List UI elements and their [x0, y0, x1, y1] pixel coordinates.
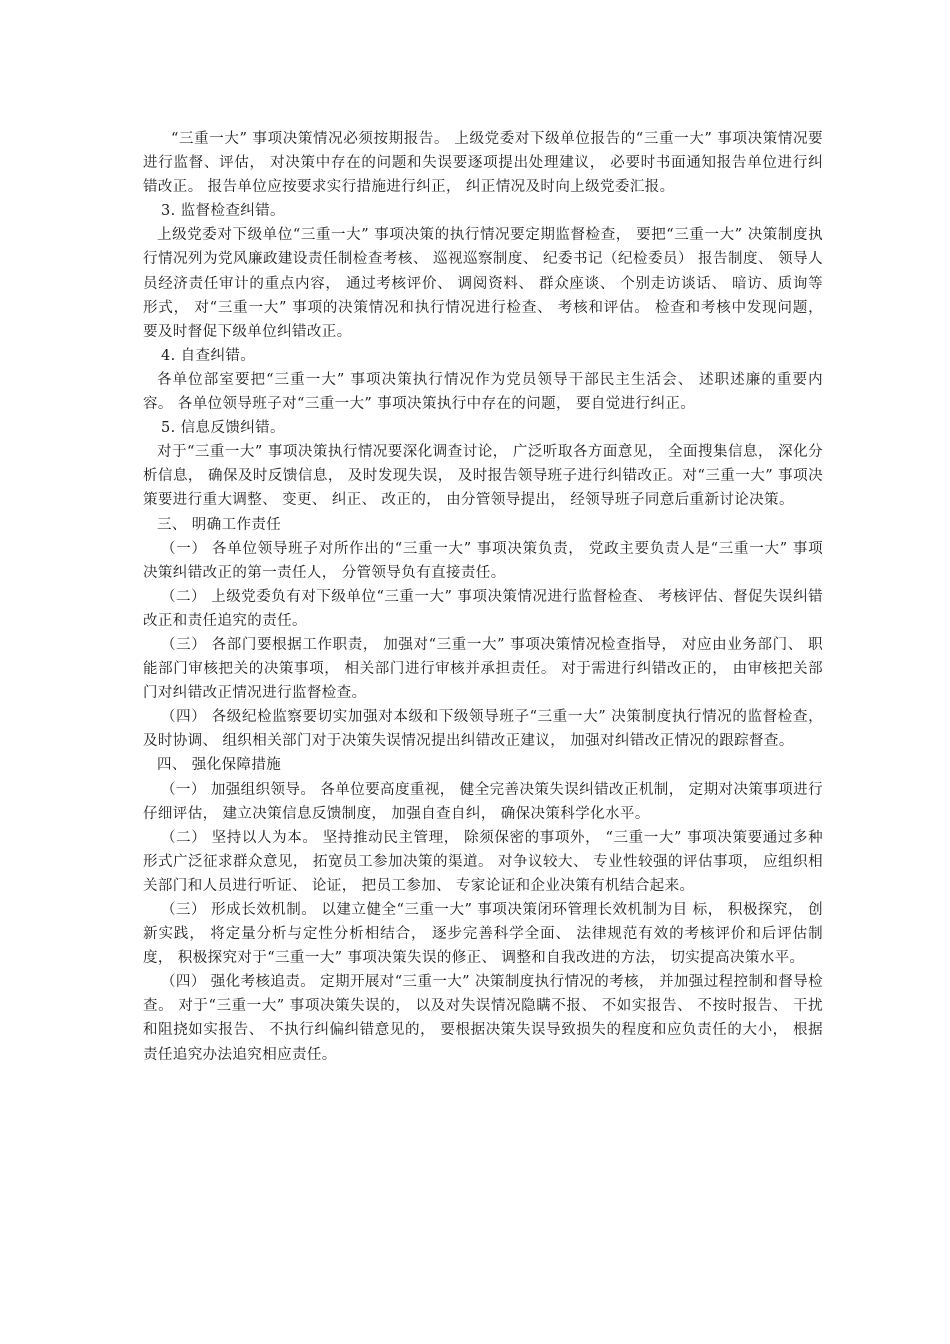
paragraph-responsibility-3: （三） 各部门要根据工作职责， 加强对“三重一大” 事项决策情况检查指导， 对应由业务部门、 职能部门审核把关的决策事项， 相关部门进行审核并承担责任。 对于需进行纠错改正的， 由审核把关部门对纠错改正情况进行监督检查。 [143, 636, 823, 702]
section-heading-responsibility: 三、 明确工作责任 [157, 516, 282, 533]
paragraph-safeguards-2: （二） 坚持以人为本。 坚持推动民主管理， 除须保密的事项外， “三重一大” 事项决策要通过多种形式广泛征求群众意见， 拓宽员工参加决策的渠道。 对争议较大、 专业性较强的评估事项， 应组织相关部门和人员进行听证、 论证， 把员工参加、 专家论证和企业决策有机结合起来。 [143, 829, 823, 894]
paragraph-self-check: 各单位部室要把“三重一大” 事项决策执行情况作为党员领导干部民主生活会、 述职述廉的重要内容。 各单位领导班子对“三重一大” 事项决策执行中存在的问题， 要自觉进行纠正。 [143, 371, 823, 413]
paragraph-responsibility-4: （四） 各级纪检监察要切实加强对本级和下级领导班子“三重一大” 决策制度执行情况的监督检查， 及时协调、 组织相关部门对于决策失误情况提出纠错改正建议， 加强对纠错改正情况的跟踪督查。 [143, 709, 823, 750]
paragraph-responsibility-1: （一） 各单位领导班子对所作出的“三重一大” 事项决策负责， 党政主要负责人是“三重一大” 事项决策纠错改正的第一责任人， 分管领导负有直接责任。 [143, 540, 823, 581]
paragraph-safeguards-4: （四） 强化考核追责。 定期开展对“三重一大” 决策制度执行情况的考核， 并加强过程控制和督导检查。 对于“三重一大” 事项决策失误的， 以及对失误情况隐瞒不报、 不如实报告、 不按时报告、 干扰和阻挠如实报告、 不执行纠偏纠错意见的， 要根据决策失误导致损失的程度和应负责任的大小， 根据责任追究办法追究相应责任。 [143, 974, 823, 1063]
heading-supervision-correction: 3. 监督检查纠错。 [161, 203, 285, 220]
section-heading-safeguards: 四、 强化保障措施 [157, 757, 282, 774]
paragraph-feedback-correction: 对于“三重一大” 事项决策执行情况要深化调查讨论， 广泛听取各方面意见， 全面搜集信息， 深化分析信息， 确保及时反馈信息， 及时发现失误， 及时报告领导班子进行纠错改正。对“三重一大” 事项决策要进行重大调整、 变更、 纠正、 改正的， 由分管领导提出， 经领导班子同意后重新讨论决策。 [143, 444, 823, 509]
paragraph-responsibility-2: （二） 上级党委负有对下级单位“三重一大” 事项决策情况进行监督检查、 考核评估、督促失误纠错改正和责任追究的责任。 [143, 588, 823, 629]
heading-self-check: 4. 自查纠错。 [161, 347, 256, 364]
heading-feedback-correction: 5. 信息反馈纠错。 [161, 420, 285, 437]
paragraph-safeguards-3: （三） 形成长效机制。 以建立健全“三重一大” 事项决策闭环管理长效机制为目 标， 积极探究， 创新实践， 将定量分析与定性分析相结合， 逐步完善科学全面、 法律规范有效的考核评价和后评估制度， 积极探究对于“三重一大” 事项决策失误的修正、 调整和自我改进的方法， 切实提高决策水平。 [143, 902, 823, 967]
paragraph-safeguards-1: （一） 加强组织领导。 各单位要高度重视， 健全完善决策失误纠错改正机制， 定期对决策事项进行仔细评估， 建立决策信息反馈制度， 加强自查自纠， 确保决策科学化水平。 [143, 781, 823, 822]
paragraph-report-requirement: “三重一大” 事项决策情况必须按期报告。 上级党委对下级单位报告的“三重一大” 事项决策情况要进行监督、评估， 对决策中存在的问题和失误要逐项提出处理建议， 必要时书面通知报告单位进行纠错改正。 报告单位应按要求实行措施进行纠正， 纠正情况及时向上级党委汇报。 [143, 131, 823, 196]
paragraph-supervision-correction: 上级党委对下级单位“三重一大” 事项决策的执行情况要定期监督检查， 要把“三重一大” 决策制度执行情况列为党风廉政建设责任制检查考核、 巡视巡察制度、 纪委书记（纪检委员） 报告制度、 领导人员经济责任审计的重点内容， 通过考核评价、 调阅资料、 群众座谈、 个别走访谈话、 暗访、质询等形式， 对“三重一大” 事项的决策情况和执行情况进行检查、 考核和评估。 检查和考核中发现问题， 要及时督促下级单位纠错改正。 [143, 227, 823, 340]
document-body [143, 127, 823, 1067]
